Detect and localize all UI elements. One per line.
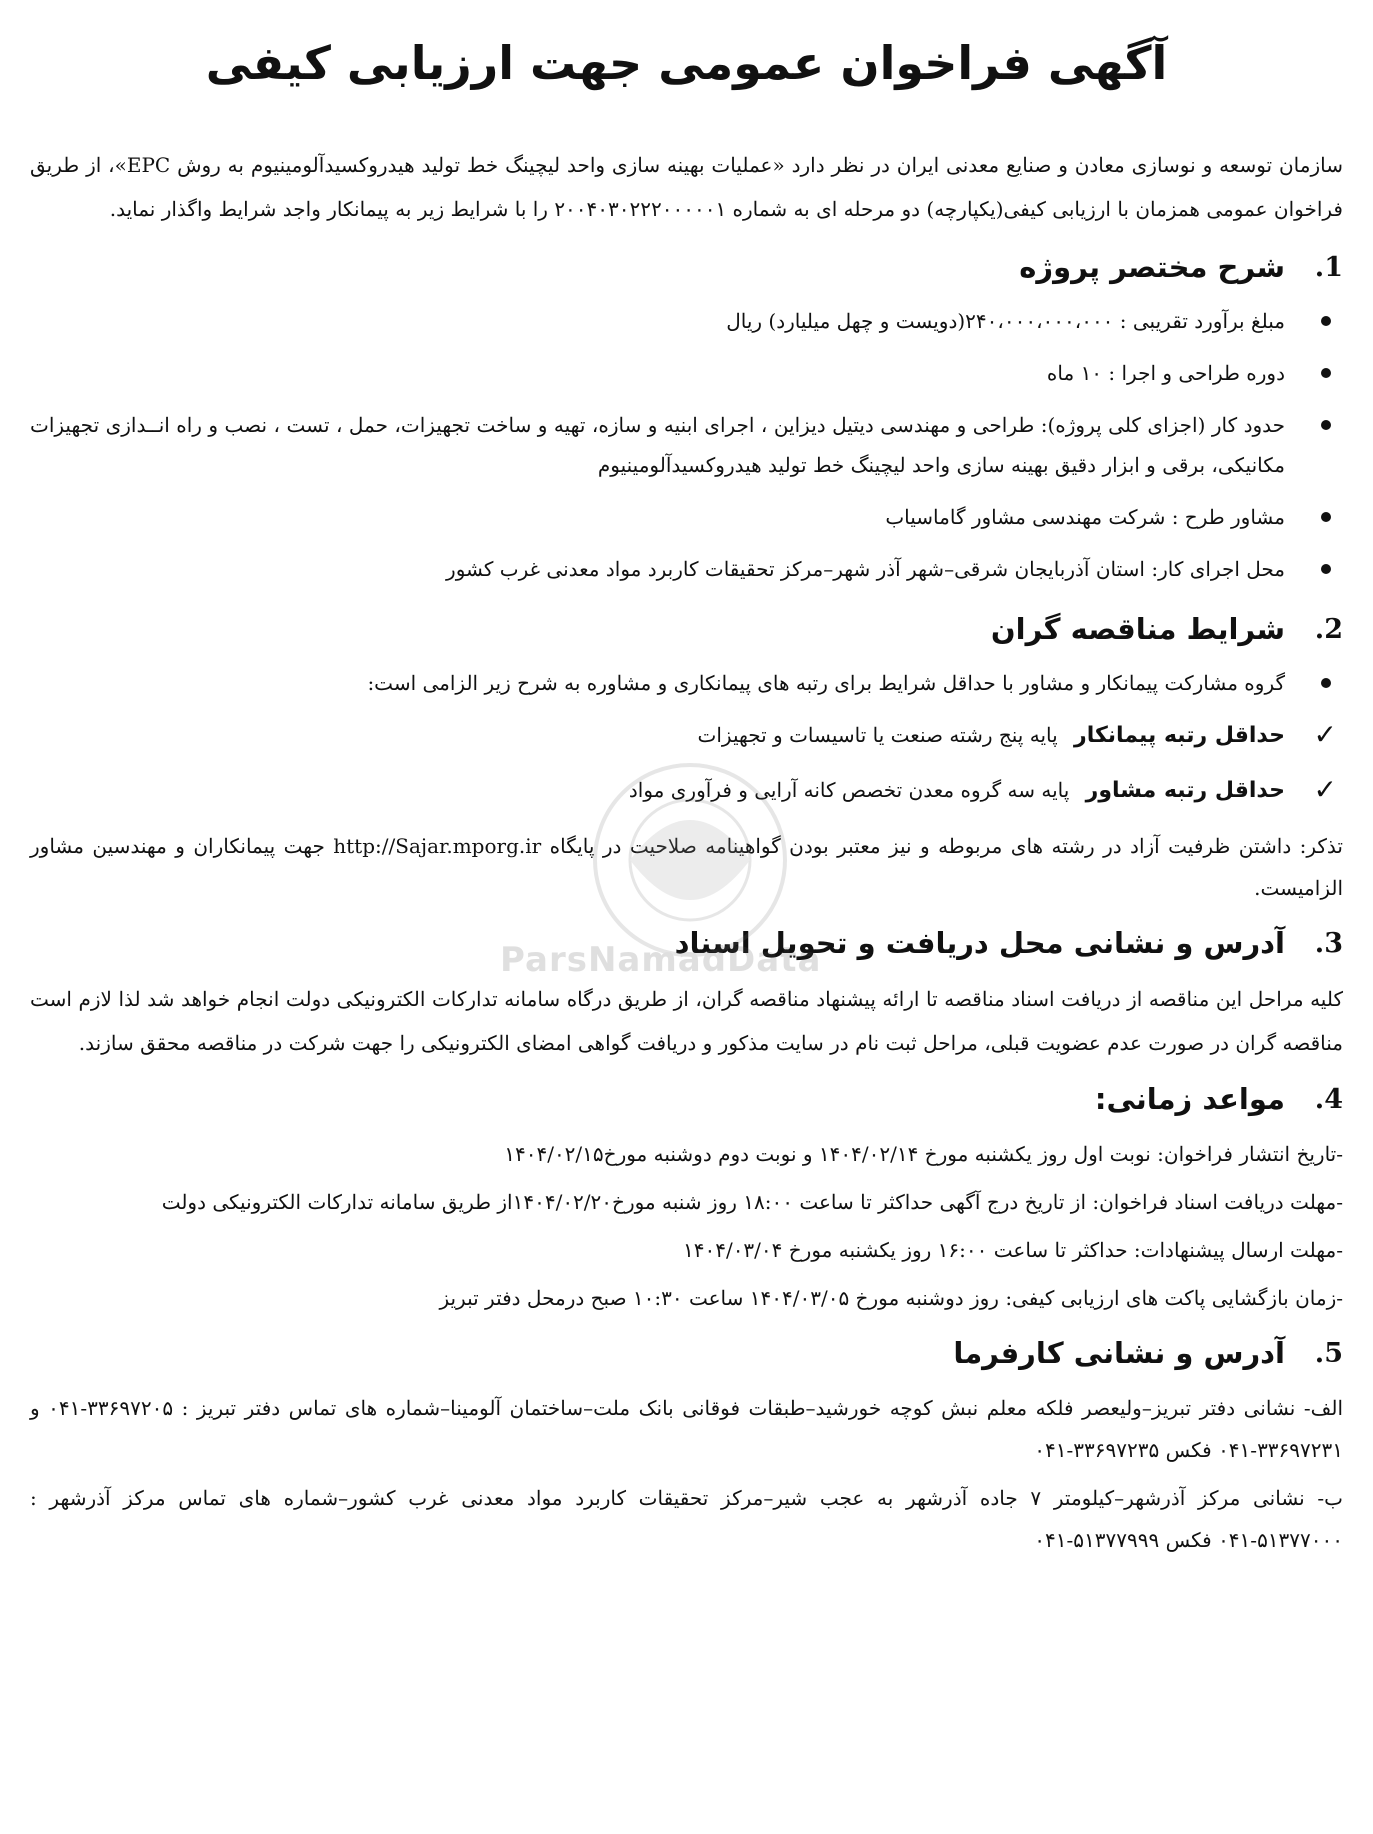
bullet-icon	[1321, 420, 1331, 430]
section-5-heading	[30, 1325, 1343, 1381]
page-title: آگهی فراخوان عمومی جهت ارزیابی کیفی	[205, 36, 1168, 90]
schedule-line: -تاریخ انتشار فراخوان: نوبت اول روز یکشنبه مورخ ۱۴۰۴/۰۲/۱۴ و نوبت دوم دوشنبه مورخ۱۴۰۴/۰۲/۱۵	[504, 1142, 1343, 1167]
section-number: 1.	[1314, 251, 1343, 283]
requirements-list	[30, 715, 1343, 811]
intro-paragraph: سازمان توسعه و نوسازی معادن و صنایع معدنی ایران در نظر دارد «عملیات بهینه سازی واحد لیچینگ خط تولید هیدروکسیدآلومینیوم به روش EPC»، از طریق فراخوان عمومی همزمان با ارزیابی کیفی(یکپارچه) دو مرحله ای به شماره ۲۰۰۴۰۳۰۲۲۲۰۰۰۰۰۱ را با شرایط زیر به پیمانکار واجد شرایط واگذار نماید.	[30, 153, 1343, 222]
bullet-icon	[1321, 368, 1331, 378]
list-item: مشاور طرح : شرکت مهندسی مشاور گاماسیاب	[30, 497, 1343, 537]
check-icon: ✓	[1313, 773, 1337, 807]
check-icon: ✓	[1313, 718, 1337, 752]
list-item: گروه مشارکت پیمانکار و مشاور با حداقل شرایط برای رتبه های پیمانکاری و مشاوره به شرح زیر الزامی است:	[30, 663, 1343, 703]
requirement-item	[30, 770, 1343, 811]
section-title: آدرس و نشانی محل دریافت و تحویل اسناد	[674, 926, 1285, 961]
section-1-list	[30, 301, 1343, 589]
requirement-value: پایه سه گروه معدن تخصص کانه آرایی و فرآوری مواد	[628, 778, 1070, 803]
bullet-icon	[1321, 564, 1331, 574]
address-line: ب- نشانی مرکز آذرشهر–کیلومتر ۷ جاده آذرشهر به عجب شیر–مرکز تحقیقات کاربرد مواد معدنی غرب کشور–شماره های تماس مرکز آذرشهر : ۵۱۳۷۷۰۰۰-۰۴۱ فکس ۵۱۳۷۷۹۹۹-۰۴۱	[30, 1486, 1344, 1553]
requirement-label: حداقل رتبه مشاور	[1085, 778, 1285, 804]
section-4-heading	[30, 1071, 1343, 1127]
section-3-text: کلیه مراحل این مناقصه از دریافت اسناد مناقصه تا ارائه پیشنهاد مناقصه گران، از طریق درگاه سامانه تدارکات الکترونیکی دولت انجام خواهد شد لذا لازم است مناقصه گران در صورت عدم عضویت قبلی، مراحل ثبت نام در سایت مذکور و دریافت گواهی امضای الکترونیکی را جهت شرکت در مناقصه محقق سازند.	[30, 987, 1343, 1056]
note-paragraph: تذکر: داشتن ظرفیت آزاد در رشته های مربوطه و نیز معتبر بودن گواهینامه صلاحیت در پایگاه http://Sajar.mporg.ir جهت پیمانکاران و مهندسین مشاور الزامیست.	[30, 834, 1343, 901]
list-item: محل اجرای کار: استان آذربایجان شرقی–شهر آذر شهر–مرکز تحقیقات کاربرد مواد معدنی غرب کشور	[30, 549, 1343, 589]
schedule-line: -مهلت ارسال پیشنهادات: حداکثر تا ساعت ۱۶:۰۰ روز یکشنبه مورخ ۱۴۰۴/۰۳/۰۴	[682, 1238, 1343, 1263]
schedule-line: -مهلت دریافت اسناد فراخوان: از تاریخ درج آگهی حداکثر تا ساعت ۱۸:۰۰ روز شنبه مورخ۱۴۰۴/۰۲/۲۰از طریق سامانه تدارکات الکترونیکی دولت	[161, 1190, 1343, 1215]
section-number: 4.	[1314, 1083, 1343, 1115]
section-number: 3.	[1314, 927, 1343, 959]
bullet-icon	[1321, 316, 1331, 326]
section-2-heading	[30, 601, 1343, 657]
requirement-item	[30, 715, 1343, 756]
bullet-icon	[1321, 512, 1331, 522]
watermark-text: ParsNamadData	[500, 940, 822, 980]
section-3-heading	[30, 915, 1343, 971]
bullet-icon	[1321, 678, 1331, 688]
list-item: مبلغ برآورد تقریبی : ۲۴۰،۰۰۰،۰۰۰،۰۰۰(دویست و چهل میلیارد) ریال	[30, 301, 1343, 341]
address-line: الف- نشانی دفتر تبریز–ولیعصر فلکه معلم نبش کوچه خورشید–طبقات فوقانی بانک ملت–ساختمان آلومینا–شماره های تماس دفتر تبریز : ۳۳۶۹۷۲۰۵-۰۴۱ و ۳۳۶۹۷۲۳۱-۰۴۱ فکس ۳۳۶۹۷۲۳۵-۰۴۱	[30, 1396, 1344, 1463]
requirement-label: حداقل رتبه پیمانکار	[1074, 723, 1285, 749]
section-2-list	[30, 663, 1343, 703]
section-title: مواعد زمانی:	[1094, 1082, 1285, 1117]
schedule-line: -زمان بازگشایی پاکت های ارزیابی کیفی: روز دوشنبه مورخ ۱۴۰۴/۰۳/۰۵ ساعت ۱۰:۳۰ صبح درمحل دفتر تبریز	[439, 1286, 1343, 1311]
requirement-value: پایه پنج رشته صنعت یا تاسیسات و تجهیزات	[697, 723, 1058, 748]
section-title: شرایط مناقصه گران	[990, 612, 1285, 647]
section-title: آدرس و نشانی کارفرما	[953, 1336, 1285, 1371]
section-title: شرح مختصر پروژه	[1019, 250, 1285, 285]
list-item: دوره طراحی و اجرا : ۱۰ ماه	[30, 353, 1343, 393]
section-1-heading	[30, 239, 1343, 295]
list-item: حدود کار (اجزای کلی پروژه): طراحی و مهندسی دیتیل دیزاین ، اجرای ابنیه و سازه، تهیه و ساخت تجهیزات، حمل ، تست ، نصب و راه انــدازی تجهیزات مکانیکی، برقی و ابزار دقیق بهینه سازی واحد لیچینگ خط تولید هیدروکسیدآلومینیوم	[30, 405, 1343, 485]
section-number: 2.	[1314, 613, 1343, 645]
section-number: 5.	[1314, 1337, 1343, 1369]
